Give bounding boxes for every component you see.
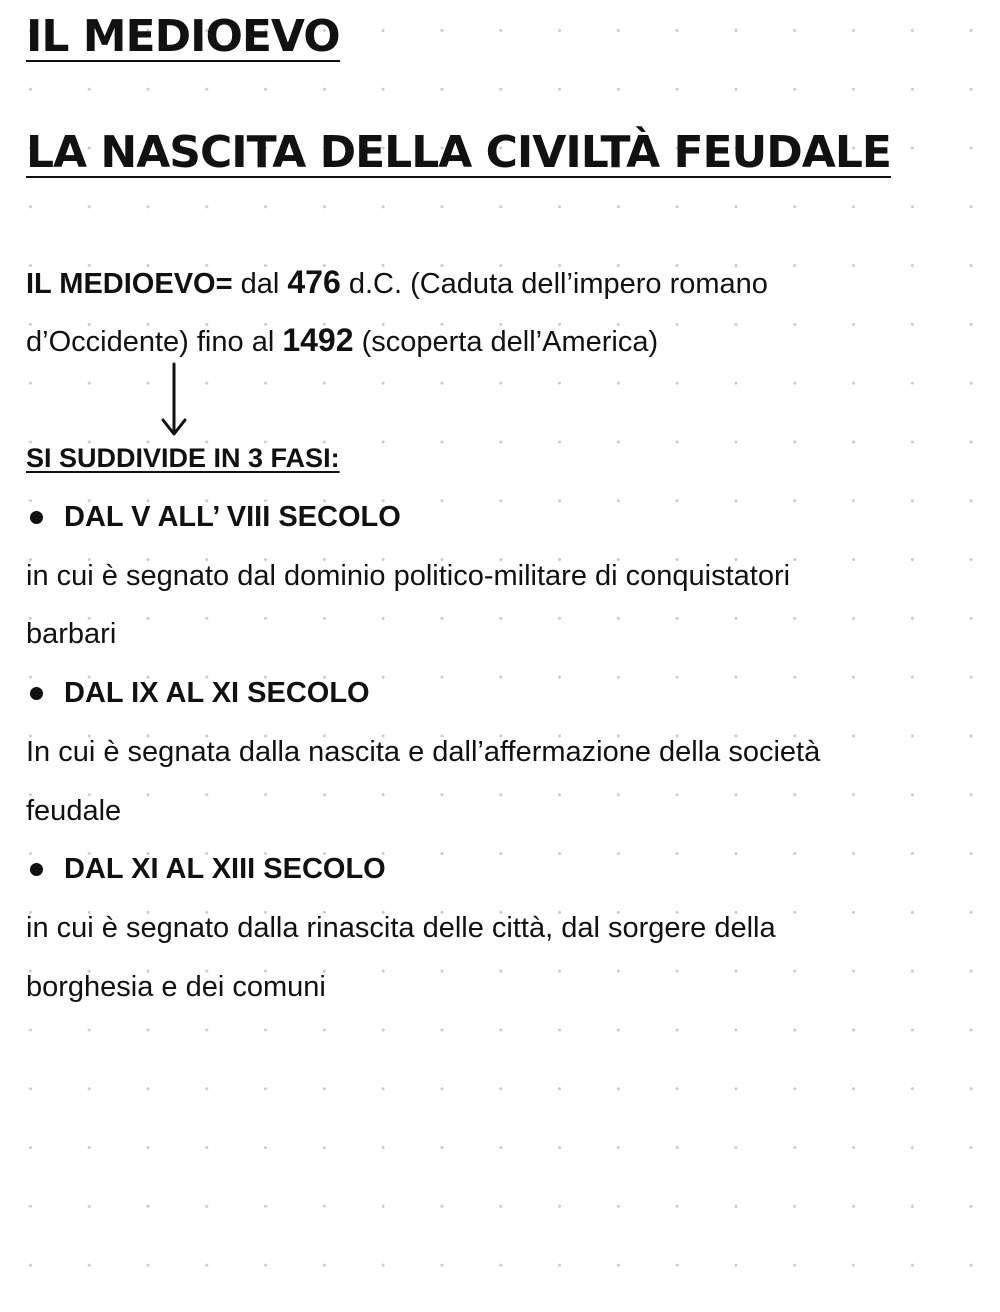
- phase-title-row: [26, 851, 386, 887]
- end-year: 1492: [282, 322, 354, 358]
- phase-description-line: borghesia e dei comuni: [26, 971, 326, 1003]
- start-note: (Caduta dell’impero romano: [410, 268, 768, 300]
- phase-description-line: In cui è segnata dalla nascita e dall’affermazione della società: [26, 736, 821, 768]
- arrow-down-icon: [160, 362, 188, 438]
- definition-to: fino al: [196, 326, 275, 358]
- end-note: (scoperta dell’America): [361, 326, 659, 358]
- definition-line-2: [26, 322, 658, 360]
- phase-description-line: in cui è segnato dal dominio politico-militare di conquistatori: [26, 560, 791, 592]
- phase-title: DAL XI AL XIII SECOLO: [64, 853, 386, 885]
- phase-description-line: barbari: [26, 618, 117, 650]
- phase-description-line: in cui è segnato dalla rinascita delle città, dal sorgere della: [26, 912, 776, 944]
- start-note-cont: d’Occidente): [26, 326, 189, 358]
- definition-line-1: [26, 264, 768, 302]
- phase-title: DAL IX AL XI SECOLO: [64, 677, 370, 709]
- phase-title: DAL V ALL’ VIII SECOLO: [64, 501, 401, 533]
- phase-title-row: [26, 499, 401, 535]
- start-suffix: d.C.: [348, 268, 403, 300]
- section-title: LA NASCITA DELLA CIVILTÀ FEUDALE: [26, 127, 891, 178]
- phase-title-row: [26, 675, 370, 711]
- bullet-dot-icon: [30, 511, 43, 524]
- definition-from: dal: [240, 268, 280, 300]
- bullet-dot-icon: [30, 863, 43, 876]
- phases-heading: SI SUDDIVIDE IN 3 FASI:: [26, 443, 340, 473]
- definition-term: IL MEDIOEVO=: [26, 268, 233, 300]
- phase-description-line: feudale: [26, 795, 122, 827]
- page-title: IL MEDIOEVO: [26, 11, 340, 62]
- start-year: 476: [287, 264, 341, 300]
- bullet-dot-icon: [30, 687, 43, 700]
